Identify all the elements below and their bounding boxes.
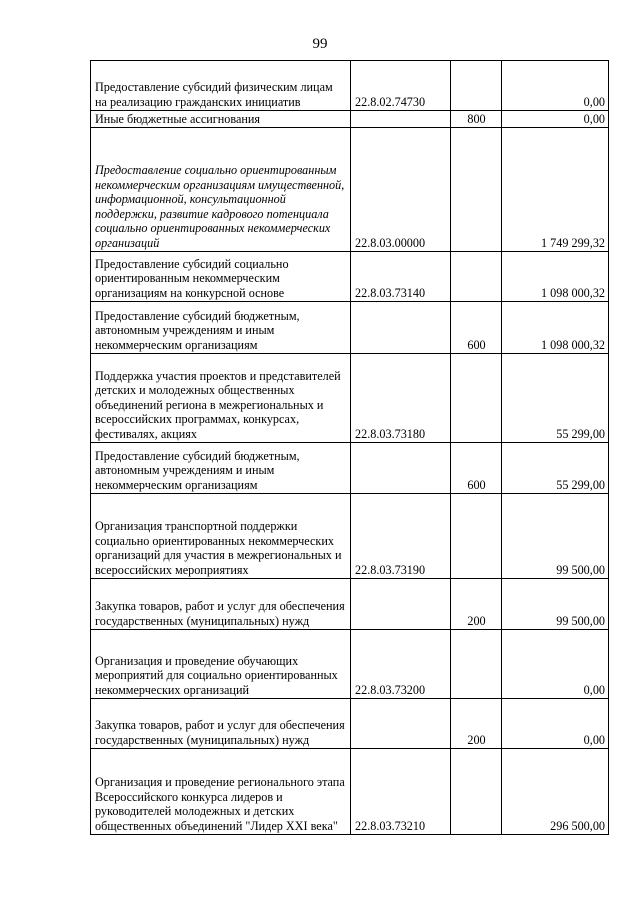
budget-table [90,60,609,835]
row-code [351,302,451,354]
row-name: Предоставление субсидий бюджетным, автономным учреждениям и иным некоммерческим организациям [91,443,351,494]
row-type [451,749,502,835]
row-name: Поддержка участия проектов и представителей детских и молодежных общественных объединений региона в межрегиональных и всероссийских программах, конкурсах, фестивалях, акциях [91,354,351,443]
row-code [351,699,451,749]
page-number: 99 [312,36,328,52]
row-code: 22.8.03.73200 [351,630,451,699]
table-row [91,699,609,749]
row-type: 200 [451,699,502,749]
row-name: Организация и проведение обучающих мероприятий для социально ориентированных некоммерческих организаций [91,630,351,699]
row-code: 22.8.02.74730 [351,61,451,111]
row-name: Предоставление субсидий бюджетным, автономным учреждениям и иным некоммерческим организациям [91,302,351,354]
row-type [451,252,502,302]
table-row [91,494,609,579]
row-type [451,630,502,699]
row-name: Предоставление субсидий социально ориентированным некоммерческим организациям на конкурсной основе [91,252,351,302]
row-name: Предоставление социально ориентированным некоммерческим организациям имущественной, информационной, консультационной поддержки, развитие кадрового потенциала социально ориентированных некоммерческих организаций [91,128,351,252]
row-amount: 0,00 [502,111,609,128]
row-amount: 0,00 [502,61,609,111]
row-code: 22.8.03.73180 [351,354,451,443]
row-code: 22.8.03.73190 [351,494,451,579]
row-name: Организация транспортной поддержки социально ориентированных некоммерческих организаций для участия в межрегиональных и всероссийских мероприятиях [91,494,351,579]
row-amount: 1 098 000,32 [502,302,609,354]
table-row [91,111,609,128]
row-type: 600 [451,443,502,494]
table-row [91,61,609,111]
row-code: 22.8.03.73140 [351,252,451,302]
row-name: Закупка товаров, работ и услуг для обеспечения государственных (муниципальных) нужд [91,699,351,749]
row-type: 800 [451,111,502,128]
row-name: Организация и проведение регионального этапа Всероссийского конкурса лидеров и руководителей молодежных и детских общественных объединений "Лидер XXI века" [91,749,351,835]
row-code: 22.8.03.00000 [351,128,451,252]
row-amount: 1 098 000,32 [502,252,609,302]
row-code: 22.8.03.73210 [351,749,451,835]
row-type [451,494,502,579]
row-name: Закупка товаров, работ и услуг для обеспечения государственных (муниципальных) нужд [91,579,351,630]
table-row [91,252,609,302]
table-row [91,579,609,630]
row-amount: 55 299,00 [502,443,609,494]
row-amount: 99 500,00 [502,579,609,630]
row-type: 600 [451,302,502,354]
row-code [351,111,451,128]
row-amount: 1 749 299,32 [502,128,609,252]
row-type [451,354,502,443]
row-name: Предоставление субсидий физическим лицам на реализацию гражданских инициатив [91,61,351,111]
row-code [351,579,451,630]
row-amount: 0,00 [502,630,609,699]
row-amount: 99 500,00 [502,494,609,579]
row-name: Иные бюджетные ассигнования [91,111,351,128]
row-amount: 296 500,00 [502,749,609,835]
table-row [91,302,609,354]
row-type [451,128,502,252]
row-amount: 55 299,00 [502,354,609,443]
row-type [451,61,502,111]
table-row [91,630,609,699]
row-amount: 0,00 [502,699,609,749]
table-row [91,354,609,443]
row-type: 200 [451,579,502,630]
table-row [91,443,609,494]
row-code [351,443,451,494]
table-row [91,128,609,252]
table-row [91,749,609,835]
